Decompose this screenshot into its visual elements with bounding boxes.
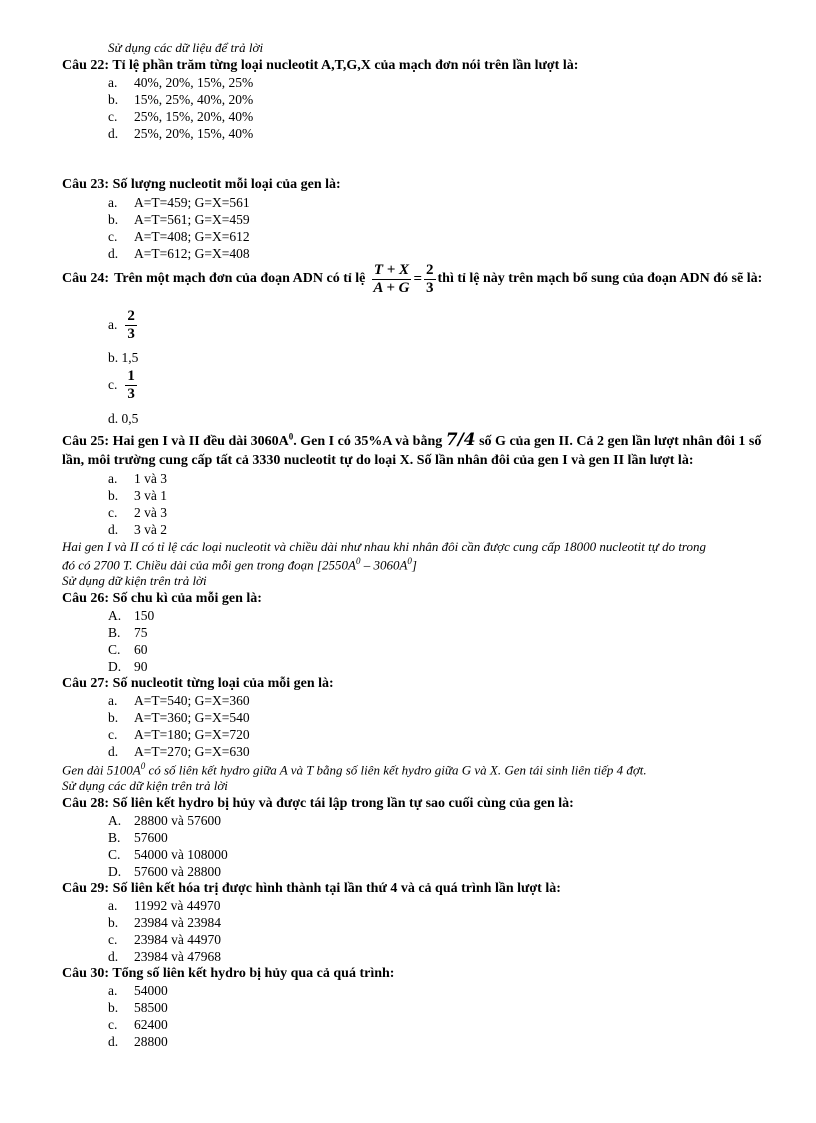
option-letter: c. <box>108 727 118 742</box>
option-29-d <box>108 949 221 965</box>
ratio-formula <box>371 262 411 296</box>
context-text-part: – 3060A <box>360 557 408 573</box>
option-letter: A. <box>108 608 122 623</box>
fraction-numerator: 1 <box>127 368 135 384</box>
option-30-b <box>108 1000 168 1016</box>
ratio-numerator: 2 <box>426 262 434 278</box>
question-text: Số lượng nucleotit mỗi loại của gen là: <box>112 177 341 192</box>
question-text: Số liên kết hydro bị hủy và được tái lập trong lần tự sao cuối cùng của gen là: <box>112 796 574 811</box>
option-letter: a. <box>108 471 118 486</box>
option-letter: b. <box>108 1000 119 1015</box>
question-23 <box>62 177 341 193</box>
question-27 <box>62 676 334 692</box>
question-text-before: Trên một mạch đơn của đoạn ADN có tỉ lệ <box>114 271 366 286</box>
question-text: . Gen I có 35%A và bằng <box>293 434 443 449</box>
option-text: 1,5 <box>121 350 139 365</box>
option-letter: b. <box>108 710 119 725</box>
question-label: Câu 30: <box>62 966 110 981</box>
option-23-a <box>108 195 250 211</box>
option-text: 0,5 <box>121 411 139 426</box>
option-text: 54000 <box>134 983 168 998</box>
option-29-b <box>108 915 221 931</box>
option-26-b <box>108 625 148 641</box>
superscript: 0 <box>407 556 412 566</box>
option-text: 1 và 3 <box>134 471 167 486</box>
instruction-text: Sử dụng các dữ kiện trên trả lời <box>62 778 228 793</box>
option-22-c <box>108 109 253 125</box>
question-label: Câu 26: <box>62 591 110 606</box>
option-letter: a. <box>108 898 118 913</box>
superscript: 0 <box>355 556 361 566</box>
option-30-c <box>108 1017 168 1033</box>
fraction-seven-four: 7/4 <box>445 430 476 450</box>
option-letter: c. <box>108 932 118 947</box>
option-text: 58500 <box>134 1000 168 1015</box>
option-text: 23984 và 44970 <box>134 932 221 947</box>
option-22-d <box>108 126 253 142</box>
question-text: Hai gen I và II đều dài 3060A <box>112 434 289 449</box>
option-text: 28800 <box>134 1034 168 1049</box>
option-letter: A. <box>108 813 122 828</box>
option-28-a <box>108 813 221 829</box>
question-text: Số chu kì của mỗi gen là: <box>112 591 262 606</box>
question-24 <box>62 262 762 296</box>
question-30 <box>62 966 394 982</box>
option-text: A=T=612; G=X=408 <box>134 246 250 261</box>
question-label: Câu 24: <box>62 271 110 286</box>
option-letter: b. <box>108 488 119 503</box>
question-label: Câu 22: <box>62 58 110 73</box>
option-27-a <box>108 693 250 709</box>
option-28-c <box>108 847 228 863</box>
context-text <box>62 556 417 573</box>
option-24-a <box>108 308 139 342</box>
option-fraction <box>125 308 137 342</box>
option-letter: c. <box>108 229 118 244</box>
option-letter: C. <box>108 847 121 862</box>
option-text: 150 <box>134 608 155 623</box>
fraction-denominator: 3 <box>127 325 135 342</box>
option-24-c <box>108 368 139 402</box>
option-text: A=T=561; G=X=459 <box>134 212 250 227</box>
option-text: A=T=360; G=X=540 <box>134 710 250 725</box>
option-letter: c. <box>108 505 118 520</box>
question-text: Tổng số liên kết hydro bị hủy qua cả quá trình: <box>112 966 395 981</box>
question-label: Câu 25: <box>62 434 110 449</box>
option-letter: a. <box>108 195 118 210</box>
formula-denominator: A + G <box>373 279 410 296</box>
superscript: 0 <box>288 431 294 442</box>
question-text: Tỉ lệ phần trăm từng loại nucleotit A,T,G,X của mạch đơn nói trên lần lượt là: <box>112 58 579 73</box>
option-27-b <box>108 710 250 726</box>
option-30-d <box>108 1034 168 1050</box>
question-25-continuation: lần, môi trường cung cấp tất cả 3330 nucleotit tự do loại X. Số lần nhân đôi của gen I và gen II lần lượt là: <box>62 453 694 468</box>
option-27-c <box>108 727 250 743</box>
option-25-d <box>108 522 167 538</box>
option-letter: b. <box>108 212 119 227</box>
context-text-part: Gen dài 5100A <box>62 762 141 778</box>
option-fraction <box>125 368 137 402</box>
option-text: 11992 và 44970 <box>134 898 221 913</box>
option-text: 25%, 20%, 15%, 40% <box>134 126 254 141</box>
option-text: A=T=408; G=X=612 <box>134 229 250 244</box>
option-text: A=T=180; G=X=720 <box>134 727 250 742</box>
option-letter: D. <box>108 864 122 879</box>
ratio-value <box>424 262 436 296</box>
option-23-b <box>108 212 250 228</box>
option-25-c <box>108 505 167 521</box>
option-23-d <box>108 246 250 262</box>
context-text-part: đó có 2700 T. Chiều dài của mỗi gen trong đoạn [2550A <box>62 557 356 573</box>
option-26-d <box>108 659 148 675</box>
instruction-text: Sử dụng các dữ liệu để trả lời <box>108 40 264 55</box>
option-text: A=T=270; G=X=630 <box>134 744 250 759</box>
option-letter: d. <box>108 126 119 141</box>
context-text: Hai gen I và II có tỉ lệ các loại nucleotit và chiều dài như nhau khi nhân đôi cần được cung cấp 18000 nucleotit tự do trong <box>62 539 707 554</box>
option-26-a <box>108 608 154 624</box>
option-text: 57600 và 28800 <box>134 864 221 879</box>
option-24-d <box>108 411 138 427</box>
option-28-b <box>108 830 168 846</box>
option-letter: c. <box>108 109 118 124</box>
option-letter: a. <box>108 317 118 332</box>
option-letter: b. <box>108 92 119 107</box>
option-letter: b. <box>108 915 119 930</box>
question-text: Số liên kết hóa trị được hình thành tại lần thứ 4 và cả quá trình lần lượt là: <box>112 881 561 896</box>
question-22 <box>62 58 578 74</box>
option-letter: C. <box>108 642 121 657</box>
context-text-part: ] <box>411 557 417 573</box>
option-23-c <box>108 229 250 245</box>
option-25-a <box>108 471 167 487</box>
question-text: Số nucleotit từng loại của mỗi gen là: <box>112 676 334 691</box>
question-text-after: thì tỉ lệ này trên mạch bổ sung của đoạn ADN đó sẽ là: <box>437 271 763 286</box>
option-letter: d. <box>108 949 119 964</box>
option-28-d <box>108 864 221 880</box>
option-22-b <box>108 92 253 108</box>
question-label: Câu 28: <box>62 796 110 811</box>
question-label: Câu 27: <box>62 676 110 691</box>
ratio-denominator: 3 <box>426 279 434 296</box>
option-letter: d. <box>108 411 119 426</box>
option-26-c <box>108 642 148 658</box>
formula-numerator: T + X <box>373 262 410 278</box>
option-text: 62400 <box>134 1017 168 1032</box>
option-text: 75 <box>134 625 148 640</box>
option-letter: b. <box>108 350 119 365</box>
option-letter: d. <box>108 1034 119 1049</box>
option-27-d <box>108 744 250 760</box>
superscript: 0 <box>140 761 146 771</box>
context-text-part: có số liên kết hydro giữa A và T bằng số liên kết hydro giữa G và X. Gen tái sinh liên tiếp 4 đợt. <box>145 762 647 778</box>
option-text: 90 <box>134 659 148 674</box>
option-letter: c. <box>108 377 118 392</box>
option-text: 28800 và 57600 <box>134 813 221 828</box>
option-text: 40%, 20%, 15%, 25% <box>134 75 254 90</box>
option-text: 54000 và 108000 <box>134 847 228 862</box>
question-label: Câu 23: <box>62 177 110 192</box>
option-text: A=T=459; G=X=561 <box>134 195 250 210</box>
fraction-denominator: 3 <box>127 385 135 402</box>
question-label: Câu 29: <box>62 881 110 896</box>
option-letter: B. <box>108 830 121 845</box>
option-letter: d. <box>108 246 119 261</box>
instruction-text: Sử dụng dữ kiện trên trả lời <box>62 573 207 588</box>
option-letter: d. <box>108 744 119 759</box>
option-letter: B. <box>108 625 121 640</box>
question-26 <box>62 591 262 607</box>
option-30-a <box>108 983 168 999</box>
option-22-a <box>108 75 253 91</box>
question-text: số G của gen II. Cả 2 gen lần lượt nhân đôi 1 số <box>479 434 762 449</box>
option-letter: a. <box>108 693 118 708</box>
option-29-a <box>108 898 221 914</box>
option-text: 23984 và 47968 <box>134 949 221 964</box>
option-text: 3 và 2 <box>134 522 167 537</box>
option-text: 2 và 3 <box>134 505 167 520</box>
context-text <box>62 761 647 778</box>
option-letter: a. <box>108 983 118 998</box>
option-text: 3 và 1 <box>134 488 167 503</box>
option-letter: c. <box>108 1017 118 1032</box>
option-24-b <box>108 350 138 366</box>
question-28 <box>62 796 574 812</box>
option-letter: d. <box>108 522 119 537</box>
option-letter: D. <box>108 659 122 674</box>
option-text: 25%, 15%, 20%, 40% <box>134 109 254 124</box>
fraction-numerator: 2 <box>127 308 135 324</box>
option-text: 60 <box>134 642 148 657</box>
question-25 <box>62 430 761 450</box>
question-29 <box>62 881 561 897</box>
option-text: 57600 <box>134 830 168 845</box>
option-29-c <box>108 932 221 948</box>
equals-sign: = <box>413 270 423 287</box>
option-text: 23984 và 23984 <box>134 915 221 930</box>
option-25-b <box>108 488 167 504</box>
option-letter: a. <box>108 75 118 90</box>
option-text: 15%, 25%, 40%, 20% <box>134 92 254 107</box>
option-text: A=T=540; G=X=360 <box>134 693 250 708</box>
